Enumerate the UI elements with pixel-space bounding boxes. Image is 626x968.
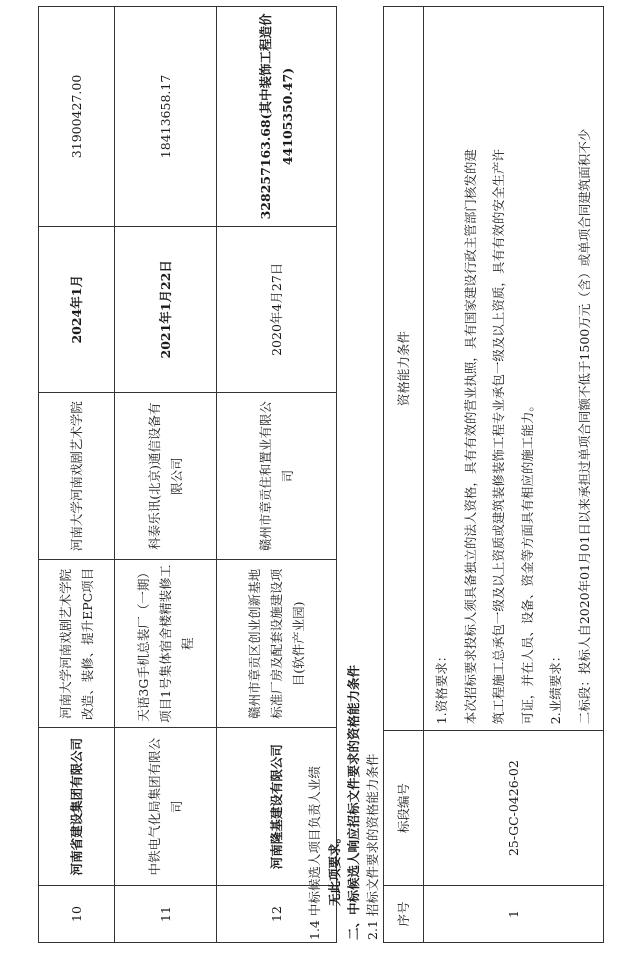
project-name: 天语3G手机总装厂（一期）项目1号集体宿舍楼精装修工程 [115, 560, 217, 728]
qualification-line: 本次招标要求投标人须具备独立的法人资格，具有有效的营业执照，具有国家建设行政主管部门核发的建 [462, 149, 478, 725]
performance-table [38, 6, 337, 943]
row-number: 11 [115, 886, 217, 943]
header-qualification: 资格能力条件 [384, 7, 424, 731]
qualification-text [424, 7, 604, 731]
contract-amount: 328257163.68(其中装饰工程造价44105350.47) [217, 7, 337, 227]
header-number: 序号 [384, 886, 424, 943]
table-row [115, 7, 217, 943]
row-number: 10 [39, 886, 115, 943]
table-row [424, 7, 604, 943]
completion-date: 2021年1月22日 [115, 226, 217, 392]
section-2-heading: 二、中标候选人响应招标文件要求的资格能力条件 [346, 664, 361, 940]
section-2-1-heading: 2.1 招标文件要求的资格能力条件 [365, 753, 380, 940]
project-name: 河南大学河南戏剧艺术学院改造、装修、提升EPC项目 [39, 560, 115, 728]
project-name: 赣州市章贡区创业创新基地标准厂房及配套设施建设项目(软件产业园) [217, 560, 337, 728]
contract-amount: 18413658.17 [115, 7, 217, 227]
qualification-line: 1.资格要求： [434, 649, 449, 725]
row-number: 12 [217, 886, 337, 943]
qualification-line: 筑工程施工总承包一级及以上资质或建筑装修装饰工程专业承包一级及以上资质，具有有效的安全生产许 [491, 149, 506, 725]
completion-date: 2020年4月27日 [217, 226, 337, 392]
section-code: 25-GC-0426-02 [424, 731, 604, 886]
company-name: 中铁电气化局集团有限公司 [115, 728, 217, 886]
company-name: 河南省建设集团有限公司 [39, 728, 115, 886]
no-requirement-text: 无此项要求。 [327, 830, 342, 906]
table-row [39, 7, 115, 943]
company-name: 河南隆基建设有限公司 [217, 728, 337, 886]
qualification-line: 二标段：投标人自2020年01月01日以来承担过单项合同额不低于1500万元（含）或单项合同建筑面积不少 [576, 128, 592, 725]
header-section-code: 标段编号 [384, 731, 424, 886]
row-number: 1 [424, 886, 604, 943]
owner-name: 赣州市章贡住和置业有限公司 [217, 392, 337, 560]
contract-amount: 31900427.00 [39, 7, 115, 227]
completion-date: 2024年1月 [39, 226, 115, 392]
qualification-line: 2.业绩要求： [548, 649, 563, 725]
section-1-4-heading: 1.4 中标候选人项目负责人业绩 [307, 766, 322, 940]
table-header-row [384, 7, 424, 943]
owner-name: 河南大学河南戏剧艺术学院 [39, 392, 115, 560]
owner-name: 科泰乐讯(北京)通信设备有限公司 [115, 392, 217, 560]
qualification-line: 可证，并在人员、设备、资金等方面具有相应的施工能力。 [519, 399, 535, 725]
qualification-table [383, 6, 604, 943]
